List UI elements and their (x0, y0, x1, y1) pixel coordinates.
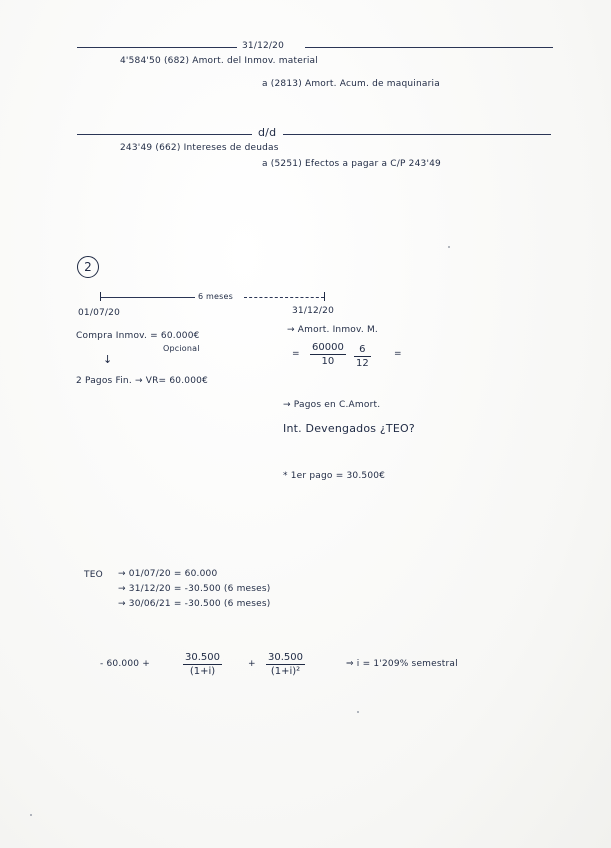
interest-note: Int. Devengados ¿TEO? (283, 422, 415, 435)
fraction-numerator: 6 (359, 344, 366, 355)
entry2-credit-line: a (5251) Efectos a pagar a C/P 243'49 (262, 159, 441, 169)
timeline-left-date: 01/07/20 (78, 308, 121, 318)
teo-row: → 31/12/20 = -30.500 (6 meses) (118, 584, 271, 594)
section-number-circle (77, 256, 99, 278)
journal-rule-right (305, 47, 553, 48)
entry1-debit-line: 4'584'50 (682) Amort. del Inmov. material (120, 56, 318, 66)
timeline-line (100, 297, 195, 298)
payments-note: 2 Pagos Fin. → VR= 60.000€ (76, 376, 208, 386)
equation-plus: + (248, 659, 256, 669)
equation-term: - 60.000 + (100, 659, 151, 669)
calc-suffix: = (394, 349, 402, 359)
fraction-denominator: 10 (321, 356, 335, 367)
teo-row: → 30/06/21 = -30.500 (6 meses) (118, 599, 271, 609)
amort-note: → Amort. Inmov. M. (287, 325, 378, 335)
paper-speck (448, 246, 450, 248)
section-number: 2 (84, 260, 92, 274)
timeline-right-date: 31/12/20 (292, 306, 335, 316)
purchase-note: Compra Inmov. = 60.000€ (76, 331, 200, 341)
fraction-months (354, 344, 371, 369)
entry1-date: 31/12/20 (242, 41, 285, 51)
equation-result: ⇒ i = 1'209% semestral (346, 659, 458, 669)
teo-row: → 01/07/20 = 60.000 (118, 569, 218, 579)
purchase-subnote: Opcional (163, 344, 200, 353)
entry2-date: d/d (258, 126, 277, 139)
journal-rule-left (77, 47, 237, 48)
fraction-numerator: 30.500 (268, 652, 303, 663)
fraction-denominator: (1+i) (189, 666, 216, 677)
entry1-credit-line: a (2813) Amort. Acum. de maquinaria (262, 79, 440, 89)
entry2-debit-line: 243'49 (662) Intereses de deudas (120, 143, 279, 153)
equation-fraction-1 (183, 652, 222, 677)
paper-speck (357, 711, 359, 713)
fraction-numerator: 30.500 (185, 652, 220, 663)
timeline-tick-right (324, 292, 325, 301)
timeline-line (244, 297, 324, 298)
pagos-note: → Pagos en C.Amort. (283, 400, 381, 410)
teo-label: TEO (84, 570, 103, 580)
journal-rule-right (283, 134, 551, 135)
fraction-denominator: 12 (356, 358, 369, 369)
first-payment-note: * 1er pago = 30.500€ (283, 471, 386, 481)
down-arrow: ↓ (103, 353, 113, 366)
fraction-denominator: (1+i)² (270, 666, 301, 677)
fraction-numerator: 60000 (312, 342, 344, 353)
journal-rule-left (77, 134, 252, 135)
calc-prefix: = (292, 349, 300, 359)
paper-speck (30, 814, 32, 816)
equation-fraction-2 (266, 652, 305, 677)
timeline-span-label: 6 meses (198, 292, 234, 301)
fraction-amount (310, 342, 346, 367)
